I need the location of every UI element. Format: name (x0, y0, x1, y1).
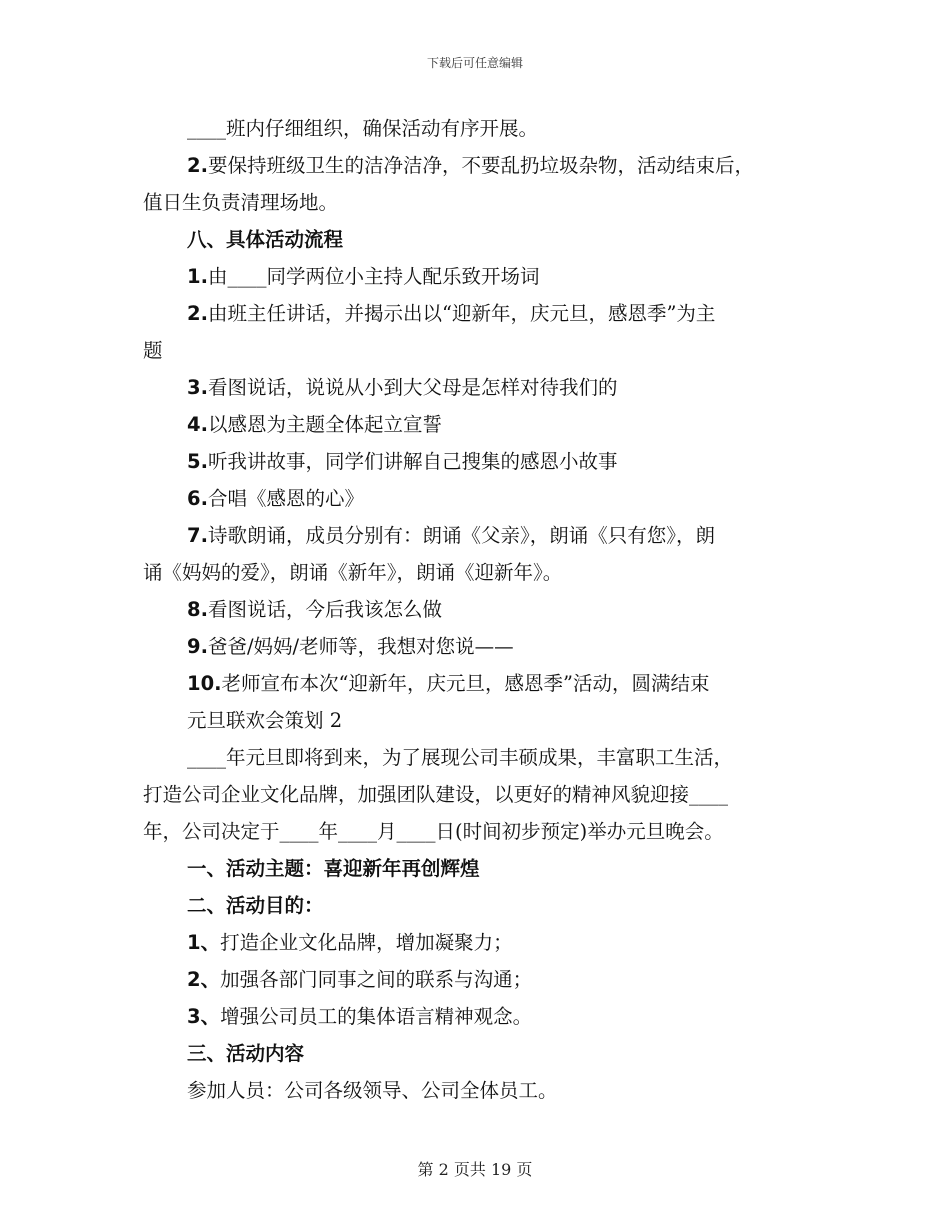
line-text: 以感恩为主题全体起立宣誓 (207, 413, 442, 436)
list-number: 2. (187, 154, 208, 177)
list-number: 5. (187, 450, 208, 473)
section-heading (143, 221, 803, 258)
line-text: 由____同学两位小主持人配乐致开场词 (207, 265, 540, 288)
text-line (143, 813, 803, 850)
text-line (143, 924, 803, 961)
line-text: 元旦联欢会策划 2 (187, 709, 343, 732)
line-text: 八、具体活动流程 (187, 228, 344, 251)
line-text: 加强各部门同事之间的联系与沟通； (220, 968, 533, 991)
document-body (143, 110, 803, 1109)
line-text: 一、活动主题：喜迎新年再创辉煌 (187, 857, 480, 880)
line-text: ____班内仔细组织，确保活动有序开展。 (187, 117, 539, 140)
text-line (143, 628, 803, 665)
text-line (143, 110, 803, 147)
text-line (143, 554, 803, 591)
section-heading (143, 850, 803, 887)
page-footer: 第 2 页共 19 页 (417, 1160, 533, 1179)
line-text: 打造企业文化品牌，增加凝聚力； (220, 931, 513, 954)
section-heading (143, 1035, 803, 1072)
line-text: ____年元旦即将到来，为了展现公司丰硕成果，丰富职工生活， (187, 746, 734, 769)
text-line (143, 665, 803, 702)
line-text: 诵《妈妈的爱》，朗诵《新年》，朗诵《迎新年》。 (143, 561, 563, 584)
line-text: 二、活动目的： (187, 894, 324, 917)
text-line (143, 443, 803, 480)
list-number: 1. (187, 265, 208, 288)
line-text: 爸爸/妈妈/老师等，我想对您说—— (207, 635, 514, 658)
list-number: 7. (187, 524, 208, 547)
text-line (143, 480, 803, 517)
text-line (143, 998, 803, 1035)
text-line (143, 406, 803, 443)
list-number: 6. (187, 487, 208, 510)
list-number: 3. (187, 376, 208, 399)
line-text: 看图说话，说说从小到大父母是怎样对待我们的 (207, 376, 618, 399)
text-line (143, 591, 803, 628)
line-text: 听我讲故事，同学们讲解自己搜集的感恩小故事 (207, 450, 618, 473)
line-text: 要保持班级卫生的洁净洁净，不要乱扔垃圾杂物，活动结束后， (207, 154, 754, 177)
list-number: 2、 (187, 968, 221, 991)
line-text: 老师宣布本次“迎新年，庆元旦，感恩季”活动，圆满结束 (221, 672, 710, 695)
section-heading (143, 887, 803, 924)
line-text: 合唱《感恩的心》 (207, 487, 364, 510)
line-text: 诗歌朗诵，成员分别有：朗诵《父亲》，朗诵《只有您》，朗 (207, 524, 715, 547)
line-text: 看图说话，今后我该怎么做 (207, 598, 442, 621)
list-number: 9. (187, 635, 208, 658)
text-line (143, 1072, 803, 1109)
line-text: 增强公司员工的集体语言精神观念。 (220, 1005, 533, 1028)
list-number: 3、 (187, 1005, 221, 1028)
list-number: 4. (187, 413, 208, 436)
text-line (143, 961, 803, 998)
line-text: 打造公司企业文化品牌，加强团队建设，以更好的精神风貌迎接____ (143, 783, 729, 806)
line-text: 三、活动内容 (187, 1042, 305, 1065)
text-line (143, 258, 803, 295)
line-text: 值日生负责清理场地。 (143, 191, 339, 214)
text-line (143, 739, 803, 776)
text-line (143, 184, 803, 221)
text-line (143, 369, 803, 406)
line-text: 由班主任讲话，并揭示出以“迎新年，庆元旦，感恩季”为主 (207, 302, 716, 325)
text-line (143, 332, 803, 369)
line-text: 年，公司决定于____年____月____日(时间初步预定)举办元旦晚会。 (143, 820, 724, 843)
list-number: 2. (187, 302, 208, 325)
text-line (143, 702, 803, 739)
list-number: 8. (187, 598, 208, 621)
line-text: 参加人员：公司各级领导、公司全体员工。 (187, 1079, 558, 1102)
text-line (143, 776, 803, 813)
list-number: 10. (187, 672, 222, 695)
text-line (143, 295, 803, 332)
text-line (143, 147, 803, 184)
text-line (143, 517, 803, 554)
page-header: 下载后可任意编辑 (426, 56, 523, 70)
list-number: 1、 (187, 931, 221, 954)
line-text: 题 (143, 339, 163, 362)
